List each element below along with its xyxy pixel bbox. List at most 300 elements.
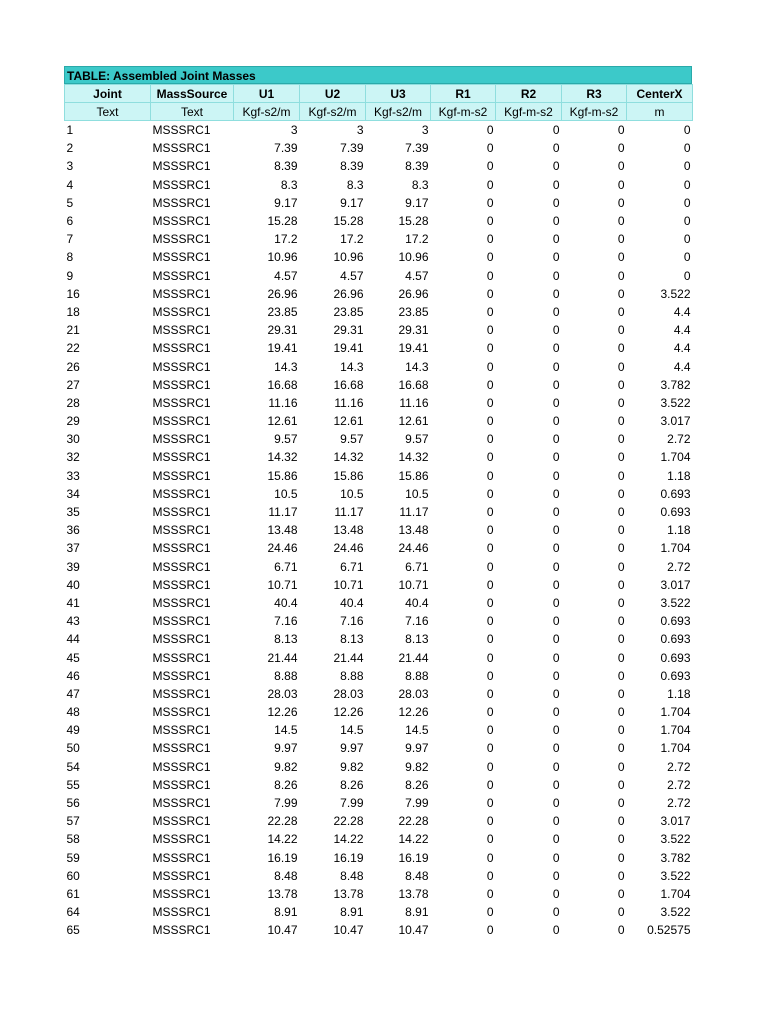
table-cell[interactable]: 55 — [66, 777, 80, 792]
table-cell[interactable]: 12.26 — [267, 705, 298, 720]
table-cell[interactable]: 0 — [617, 686, 625, 701]
table-cell[interactable]: 8.91 — [340, 905, 364, 920]
table-cell[interactable]: 0 — [486, 377, 494, 392]
table-cell[interactable]: 23.85 — [398, 304, 429, 319]
table-cell[interactable]: 8.13 — [405, 632, 429, 647]
table-cell[interactable]: 0 — [683, 159, 691, 174]
table-cell[interactable]: 0 — [617, 232, 625, 247]
table-cell[interactable]: 40.4 — [340, 595, 364, 610]
table-cell[interactable]: 12.61 — [267, 414, 298, 429]
table-cell[interactable]: 0 — [486, 304, 494, 319]
table-cell[interactable]: 6.71 — [340, 559, 364, 574]
table-cell[interactable]: 4.57 — [405, 268, 429, 283]
table-cell[interactable]: 0 — [617, 432, 625, 447]
column-header[interactable]: R1 — [431, 85, 496, 103]
table-cell[interactable]: 13.48 — [267, 523, 298, 538]
table-cell[interactable]: 9.97 — [274, 741, 298, 756]
table-cell[interactable]: MSSSRC1 — [152, 777, 211, 792]
table-cell[interactable]: 15.86 — [398, 468, 429, 483]
table-cell[interactable]: 3 — [66, 159, 74, 174]
table-cell[interactable]: 54 — [66, 759, 80, 774]
table-cell[interactable]: 9.57 — [340, 432, 364, 447]
table-cell[interactable]: 0.693 — [660, 614, 691, 629]
table-cell[interactable]: MSSSRC1 — [152, 377, 211, 392]
table-cell[interactable]: 2.72 — [667, 796, 691, 811]
table-cell[interactable]: 28.03 — [398, 686, 429, 701]
table-cell[interactable]: 14.22 — [267, 832, 298, 847]
table-cell[interactable]: 15.28 — [398, 214, 429, 229]
table-cell[interactable]: 0 — [486, 486, 494, 501]
table-cell[interactable]: 0 — [683, 214, 691, 229]
table-cell[interactable]: MSSSRC1 — [152, 341, 211, 356]
table-cell[interactable]: 3.522 — [660, 905, 691, 920]
table-cell[interactable]: 9.17 — [274, 195, 298, 210]
table-cell[interactable]: 17.2 — [340, 232, 364, 247]
table-cell[interactable]: MSSSRC1 — [152, 796, 211, 811]
table-cell[interactable]: 0 — [486, 759, 494, 774]
table-cell[interactable]: 15.28 — [267, 214, 298, 229]
table-cell[interactable]: 26.96 — [398, 286, 429, 301]
table-cell[interactable]: 4.57 — [274, 268, 298, 283]
table-cell[interactable]: 47 — [66, 686, 80, 701]
table-cell[interactable]: 1.18 — [667, 468, 691, 483]
table-cell[interactable]: 15.28 — [333, 214, 364, 229]
table-cell[interactable]: 0 — [617, 323, 625, 338]
table-cell[interactable]: MSSSRC1 — [152, 923, 211, 938]
table-cell[interactable]: 2.72 — [667, 432, 691, 447]
table-cell[interactable]: 13.78 — [398, 886, 429, 901]
table-cell[interactable]: 7.99 — [405, 796, 429, 811]
table-cell[interactable]: 10.5 — [274, 486, 298, 501]
table-cell[interactable]: 8.26 — [274, 777, 298, 792]
table-cell[interactable]: 0 — [552, 650, 560, 665]
table-cell[interactable]: 0 — [486, 705, 494, 720]
table-cell[interactable]: 16.19 — [333, 850, 364, 865]
table-cell[interactable]: 0 — [617, 250, 625, 265]
table-cell[interactable]: 44 — [66, 632, 80, 647]
table-cell[interactable]: 8.39 — [340, 159, 364, 174]
table-cell[interactable]: MSSSRC1 — [152, 723, 211, 738]
table-cell[interactable]: 28 — [66, 395, 80, 410]
table-cell[interactable]: 10.71 — [267, 577, 298, 592]
table-cell[interactable]: 0 — [552, 723, 560, 738]
table-cell[interactable]: 1.704 — [660, 741, 691, 756]
table-cell[interactable]: 0 — [486, 650, 494, 665]
table-cell[interactable]: 27 — [66, 377, 80, 392]
table-cell[interactable]: 4.4 — [673, 304, 691, 319]
table-cell[interactable]: 18 — [66, 304, 80, 319]
table-cell[interactable]: 0 — [486, 850, 494, 865]
table-cell[interactable]: 13.78 — [267, 886, 298, 901]
table-cell[interactable]: 14.32 — [333, 450, 364, 465]
table-cell[interactable]: 8.39 — [405, 159, 429, 174]
table-cell[interactable]: 0 — [486, 668, 494, 683]
table-cell[interactable]: 6.71 — [274, 559, 298, 574]
table-cell[interactable]: 26.96 — [267, 286, 298, 301]
table-cell[interactable]: MSSSRC1 — [152, 159, 211, 174]
table-cell[interactable]: MSSSRC1 — [152, 323, 211, 338]
table-cell[interactable]: 0 — [486, 468, 494, 483]
table-cell[interactable]: 0 — [617, 141, 625, 156]
table-cell[interactable]: 7.39 — [340, 141, 364, 156]
table-cell[interactable]: 3.522 — [660, 832, 691, 847]
table-cell[interactable]: 4.57 — [340, 268, 364, 283]
table-cell[interactable]: 0 — [552, 195, 560, 210]
table-cell[interactable]: MSSSRC1 — [152, 486, 211, 501]
table-cell[interactable]: 0 — [552, 632, 560, 647]
table-cell[interactable]: 0 — [617, 595, 625, 610]
table-cell[interactable]: 24.46 — [398, 541, 429, 556]
table-cell[interactable]: 0 — [617, 814, 625, 829]
table-cell[interactable]: 8.88 — [340, 668, 364, 683]
table-cell[interactable]: MSSSRC1 — [152, 304, 211, 319]
table-cell[interactable]: 7.39 — [274, 141, 298, 156]
table-cell[interactable]: 0 — [486, 541, 494, 556]
table-cell[interactable]: 1.18 — [667, 686, 691, 701]
column-header[interactable]: Joint — [65, 85, 151, 103]
table-cell[interactable]: 0 — [617, 650, 625, 665]
table-cell[interactable]: 4.4 — [673, 341, 691, 356]
table-cell[interactable]: MSSSRC1 — [152, 123, 211, 138]
table-cell[interactable]: 0 — [486, 341, 494, 356]
table-cell[interactable]: 29 — [66, 414, 80, 429]
table-cell[interactable]: 0 — [486, 832, 494, 847]
table-cell[interactable]: 26 — [66, 359, 80, 374]
column-header[interactable]: CenterX — [627, 85, 693, 103]
table-cell[interactable]: MSSSRC1 — [152, 832, 211, 847]
table-cell[interactable]: 10.47 — [333, 923, 364, 938]
table-cell[interactable]: 40 — [66, 577, 80, 592]
table-cell[interactable]: 4 — [66, 177, 74, 192]
table-cell[interactable]: 21.44 — [333, 650, 364, 665]
table-cell[interactable]: 0 — [486, 632, 494, 647]
table-cell[interactable]: 0 — [683, 141, 691, 156]
table-cell[interactable]: 0 — [617, 905, 625, 920]
table-cell[interactable]: 32 — [66, 450, 80, 465]
table-cell[interactable]: 0 — [617, 777, 625, 792]
table-cell[interactable]: 0 — [617, 632, 625, 647]
table-cell[interactable]: 8.88 — [274, 668, 298, 683]
table-cell[interactable]: 49 — [66, 723, 80, 738]
table-cell[interactable]: 57 — [66, 814, 80, 829]
table-cell[interactable]: MSSSRC1 — [152, 286, 211, 301]
table-cell[interactable]: 0 — [486, 614, 494, 629]
table-cell[interactable]: 9.82 — [340, 759, 364, 774]
table-cell[interactable]: 0 — [683, 232, 691, 247]
table-cell[interactable]: 0 — [617, 541, 625, 556]
table-cell[interactable]: 3.522 — [660, 595, 691, 610]
table-cell[interactable]: 0 — [486, 595, 494, 610]
table-cell[interactable]: 15.86 — [267, 468, 298, 483]
table-cell[interactable]: 1.704 — [660, 886, 691, 901]
table-cell[interactable]: 37 — [66, 541, 80, 556]
table-cell[interactable]: 14.5 — [340, 723, 364, 738]
table-cell[interactable]: 0 — [617, 286, 625, 301]
table-cell[interactable]: 3.017 — [660, 577, 691, 592]
table-cell[interactable]: 10.96 — [267, 250, 298, 265]
table-cell[interactable]: 13.48 — [398, 523, 429, 538]
table-cell[interactable]: 0 — [617, 377, 625, 392]
table-cell[interactable]: 23.85 — [267, 304, 298, 319]
table-cell[interactable]: MSSSRC1 — [152, 814, 211, 829]
table-cell[interactable]: 0 — [617, 868, 625, 883]
table-cell[interactable]: 0 — [552, 505, 560, 520]
table-cell[interactable]: 59 — [66, 850, 80, 865]
table-cell[interactable]: 10.47 — [398, 923, 429, 938]
table-cell[interactable]: MSSSRC1 — [152, 741, 211, 756]
table-cell[interactable]: MSSSRC1 — [152, 632, 211, 647]
table-cell[interactable]: 16.68 — [398, 377, 429, 392]
table-cell[interactable]: 0 — [486, 323, 494, 338]
table-cell[interactable]: 1.704 — [660, 723, 691, 738]
table-cell[interactable]: 0 — [486, 359, 494, 374]
table-cell[interactable]: 48 — [66, 705, 80, 720]
table-cell[interactable]: 0 — [552, 705, 560, 720]
table-cell[interactable]: 0 — [552, 159, 560, 174]
table-cell[interactable]: 7.16 — [405, 614, 429, 629]
table-cell[interactable]: MSSSRC1 — [152, 705, 211, 720]
table-cell[interactable]: 22.28 — [398, 814, 429, 829]
table-cell[interactable]: 0 — [552, 450, 560, 465]
table-cell[interactable]: 0 — [486, 177, 494, 192]
table-cell[interactable]: 0 — [552, 686, 560, 701]
table-cell[interactable]: MSSSRC1 — [152, 541, 211, 556]
table-cell[interactable]: 45 — [66, 650, 80, 665]
table-cell[interactable]: 0 — [552, 886, 560, 901]
table-cell[interactable]: MSSSRC1 — [152, 668, 211, 683]
table-cell[interactable]: 0 — [486, 214, 494, 229]
table-cell[interactable]: 16.68 — [333, 377, 364, 392]
table-cell[interactable]: 0 — [683, 268, 691, 283]
table-cell[interactable]: 0 — [552, 341, 560, 356]
table-cell[interactable]: 14.32 — [267, 450, 298, 465]
table-cell[interactable]: 3.017 — [660, 414, 691, 429]
table-cell[interactable]: 0 — [552, 577, 560, 592]
table-cell[interactable]: 0 — [552, 286, 560, 301]
table-cell[interactable]: 0 — [486, 123, 494, 138]
table-cell[interactable]: 23.85 — [333, 304, 364, 319]
table-cell[interactable]: 0 — [617, 759, 625, 774]
table-cell[interactable]: 10.71 — [333, 577, 364, 592]
table-cell[interactable]: 24.46 — [333, 541, 364, 556]
table-cell[interactable]: 5 — [66, 195, 74, 210]
table-cell[interactable]: 10.96 — [333, 250, 364, 265]
table-cell[interactable]: 0 — [486, 868, 494, 883]
table-cell[interactable]: 0 — [486, 395, 494, 410]
table-cell[interactable]: 17.2 — [405, 232, 429, 247]
table-cell[interactable]: 22.28 — [267, 814, 298, 829]
table-cell[interactable]: 15.86 — [333, 468, 364, 483]
table-cell[interactable]: 19.41 — [333, 341, 364, 356]
table-cell[interactable]: 0 — [617, 577, 625, 592]
table-cell[interactable]: 0 — [486, 777, 494, 792]
table-cell[interactable]: 0 — [683, 195, 691, 210]
table-cell[interactable]: 43 — [66, 614, 80, 629]
table-cell[interactable]: 0 — [552, 777, 560, 792]
table-cell[interactable]: 0 — [617, 450, 625, 465]
table-cell[interactable]: 65 — [66, 923, 80, 938]
table-cell[interactable]: MSSSRC1 — [152, 559, 211, 574]
table-cell[interactable]: 2.72 — [667, 777, 691, 792]
table-cell[interactable]: 9.97 — [340, 741, 364, 756]
table-cell[interactable]: 0 — [486, 723, 494, 738]
table-cell[interactable]: 0 — [617, 359, 625, 374]
table-cell[interactable]: 19.41 — [398, 341, 429, 356]
table-cell[interactable]: 0 — [683, 123, 691, 138]
table-cell[interactable]: 0 — [617, 341, 625, 356]
table-cell[interactable]: 8.3 — [346, 177, 364, 192]
table-cell[interactable]: 8.48 — [274, 868, 298, 883]
table-cell[interactable]: 12.26 — [398, 705, 429, 720]
table-cell[interactable]: 26.96 — [333, 286, 364, 301]
table-cell[interactable]: 0 — [617, 486, 625, 501]
table-cell[interactable]: 0 — [617, 668, 625, 683]
table-cell[interactable]: 0 — [552, 359, 560, 374]
table-cell[interactable]: 0 — [552, 323, 560, 338]
table-cell[interactable]: 3 — [356, 123, 364, 138]
table-cell[interactable]: 0 — [617, 559, 625, 574]
table-cell[interactable]: 12.26 — [333, 705, 364, 720]
table-cell[interactable]: 0.693 — [660, 505, 691, 520]
table-cell[interactable]: 8.48 — [340, 868, 364, 883]
table-cell[interactable]: 0 — [617, 159, 625, 174]
table-cell[interactable]: 8.13 — [274, 632, 298, 647]
table-cell[interactable]: MSSSRC1 — [152, 468, 211, 483]
table-cell[interactable]: 64 — [66, 905, 80, 920]
table-cell[interactable]: 0 — [552, 796, 560, 811]
table-cell[interactable]: 8 — [66, 250, 74, 265]
table-cell[interactable]: 16.68 — [267, 377, 298, 392]
table-cell[interactable]: MSSSRC1 — [152, 868, 211, 883]
table-cell[interactable]: 0.693 — [660, 650, 691, 665]
table-cell[interactable]: 7.99 — [340, 796, 364, 811]
table-cell[interactable]: 0 — [617, 832, 625, 847]
table-cell[interactable]: 3.782 — [660, 377, 691, 392]
table-cell[interactable]: 56 — [66, 796, 80, 811]
table-cell[interactable]: 24.46 — [267, 541, 298, 556]
table-cell[interactable]: 0 — [552, 177, 560, 192]
table-cell[interactable]: 30 — [66, 432, 80, 447]
table-cell[interactable]: 41 — [66, 595, 80, 610]
table-cell[interactable]: 0 — [552, 486, 560, 501]
table-cell[interactable]: 8.91 — [405, 905, 429, 920]
table-cell[interactable]: MSSSRC1 — [152, 232, 211, 247]
table-cell[interactable]: 7.16 — [274, 614, 298, 629]
table-cell[interactable]: 40.4 — [405, 595, 429, 610]
table-cell[interactable]: 8.88 — [405, 668, 429, 683]
table-cell[interactable]: 0 — [486, 286, 494, 301]
table-cell[interactable]: 8.48 — [405, 868, 429, 883]
table-cell[interactable]: 0 — [552, 414, 560, 429]
table-cell[interactable]: 11.17 — [399, 505, 429, 520]
table-cell[interactable]: MSSSRC1 — [152, 505, 211, 520]
table-cell[interactable]: 50 — [66, 741, 80, 756]
table-cell[interactable]: 9.82 — [274, 759, 298, 774]
table-cell[interactable]: 0 — [486, 195, 494, 210]
table-cell[interactable]: 0 — [617, 923, 625, 938]
table-cell[interactable]: 0 — [552, 614, 560, 629]
table-cell[interactable]: 0 — [552, 668, 560, 683]
table-cell[interactable]: 33 — [66, 468, 80, 483]
table-cell[interactable]: 39 — [66, 559, 80, 574]
table-cell[interactable]: 0.693 — [660, 632, 691, 647]
table-cell[interactable]: 1.18 — [667, 523, 691, 538]
column-header[interactable]: U1 — [234, 85, 300, 103]
column-header[interactable]: U2 — [300, 85, 366, 103]
table-cell[interactable]: MSSSRC1 — [152, 214, 211, 229]
table-cell[interactable]: 13.78 — [333, 886, 364, 901]
table-cell[interactable]: 3.522 — [660, 286, 691, 301]
table-cell[interactable]: 0 — [552, 468, 560, 483]
table-cell[interactable]: 0 — [486, 523, 494, 538]
table-cell[interactable]: 16.19 — [267, 850, 298, 865]
table-cell[interactable]: 12.61 — [398, 414, 429, 429]
table-cell[interactable]: 2 — [66, 141, 74, 156]
table-cell[interactable]: 0 — [617, 268, 625, 283]
table-cell[interactable]: 0 — [486, 232, 494, 247]
table-cell[interactable]: MSSSRC1 — [152, 359, 211, 374]
table-cell[interactable]: 0 — [552, 141, 560, 156]
table-cell[interactable]: 6.71 — [405, 559, 429, 574]
table-cell[interactable]: 21 — [66, 323, 80, 338]
table-cell[interactable]: MSSSRC1 — [152, 268, 211, 283]
table-cell[interactable]: 8.3 — [411, 177, 429, 192]
table-cell[interactable]: 0 — [552, 868, 560, 883]
table-cell[interactable]: 0 — [486, 886, 494, 901]
table-cell[interactable]: 8.3 — [280, 177, 298, 192]
table-cell[interactable]: 0 — [617, 850, 625, 865]
table-cell[interactable]: 0 — [486, 905, 494, 920]
table-cell[interactable]: 8.26 — [340, 777, 364, 792]
table-cell[interactable]: 3.522 — [660, 395, 691, 410]
table-cell[interactable]: MSSSRC1 — [152, 759, 211, 774]
table-cell[interactable]: 14.3 — [340, 359, 364, 374]
table-cell[interactable]: 0 — [552, 814, 560, 829]
table-cell[interactable]: 14.22 — [333, 832, 364, 847]
table-cell[interactable]: 0 — [486, 250, 494, 265]
table-cell[interactable]: 0 — [552, 741, 560, 756]
table-cell[interactable]: 35 — [66, 505, 80, 520]
table-cell[interactable]: 0 — [617, 723, 625, 738]
table-cell[interactable]: MSSSRC1 — [152, 614, 211, 629]
table-cell[interactable]: 0.693 — [660, 668, 691, 683]
table-cell[interactable]: 0 — [552, 559, 560, 574]
table-cell[interactable]: 10.47 — [267, 923, 298, 938]
table-cell[interactable]: 1.704 — [660, 450, 691, 465]
table-cell[interactable]: 61 — [66, 886, 80, 901]
table-cell[interactable]: 21.44 — [267, 650, 298, 665]
table-cell[interactable]: 22 — [66, 341, 80, 356]
table-cell[interactable]: MSSSRC1 — [152, 850, 211, 865]
table-cell[interactable]: MSSSRC1 — [152, 595, 211, 610]
table-cell[interactable]: 14.5 — [274, 723, 298, 738]
table-cell[interactable]: 1.704 — [660, 541, 691, 556]
table-cell[interactable]: 60 — [66, 868, 80, 883]
table-cell[interactable]: 0 — [552, 850, 560, 865]
table-cell[interactable]: 9.97 — [405, 741, 429, 756]
table-cell[interactable]: 22.28 — [333, 814, 364, 829]
table-cell[interactable]: MSSSRC1 — [152, 250, 211, 265]
table-cell[interactable]: 0 — [486, 686, 494, 701]
table-cell[interactable]: 0 — [617, 123, 625, 138]
table-cell[interactable]: 11.16 — [268, 395, 298, 410]
table-cell[interactable]: 10.5 — [340, 486, 364, 501]
table-cell[interactable]: 0 — [617, 523, 625, 538]
table-cell[interactable]: 0 — [552, 923, 560, 938]
table-cell[interactable]: 0 — [683, 177, 691, 192]
table-cell[interactable]: 34 — [66, 486, 80, 501]
table-cell[interactable]: 0 — [617, 304, 625, 319]
